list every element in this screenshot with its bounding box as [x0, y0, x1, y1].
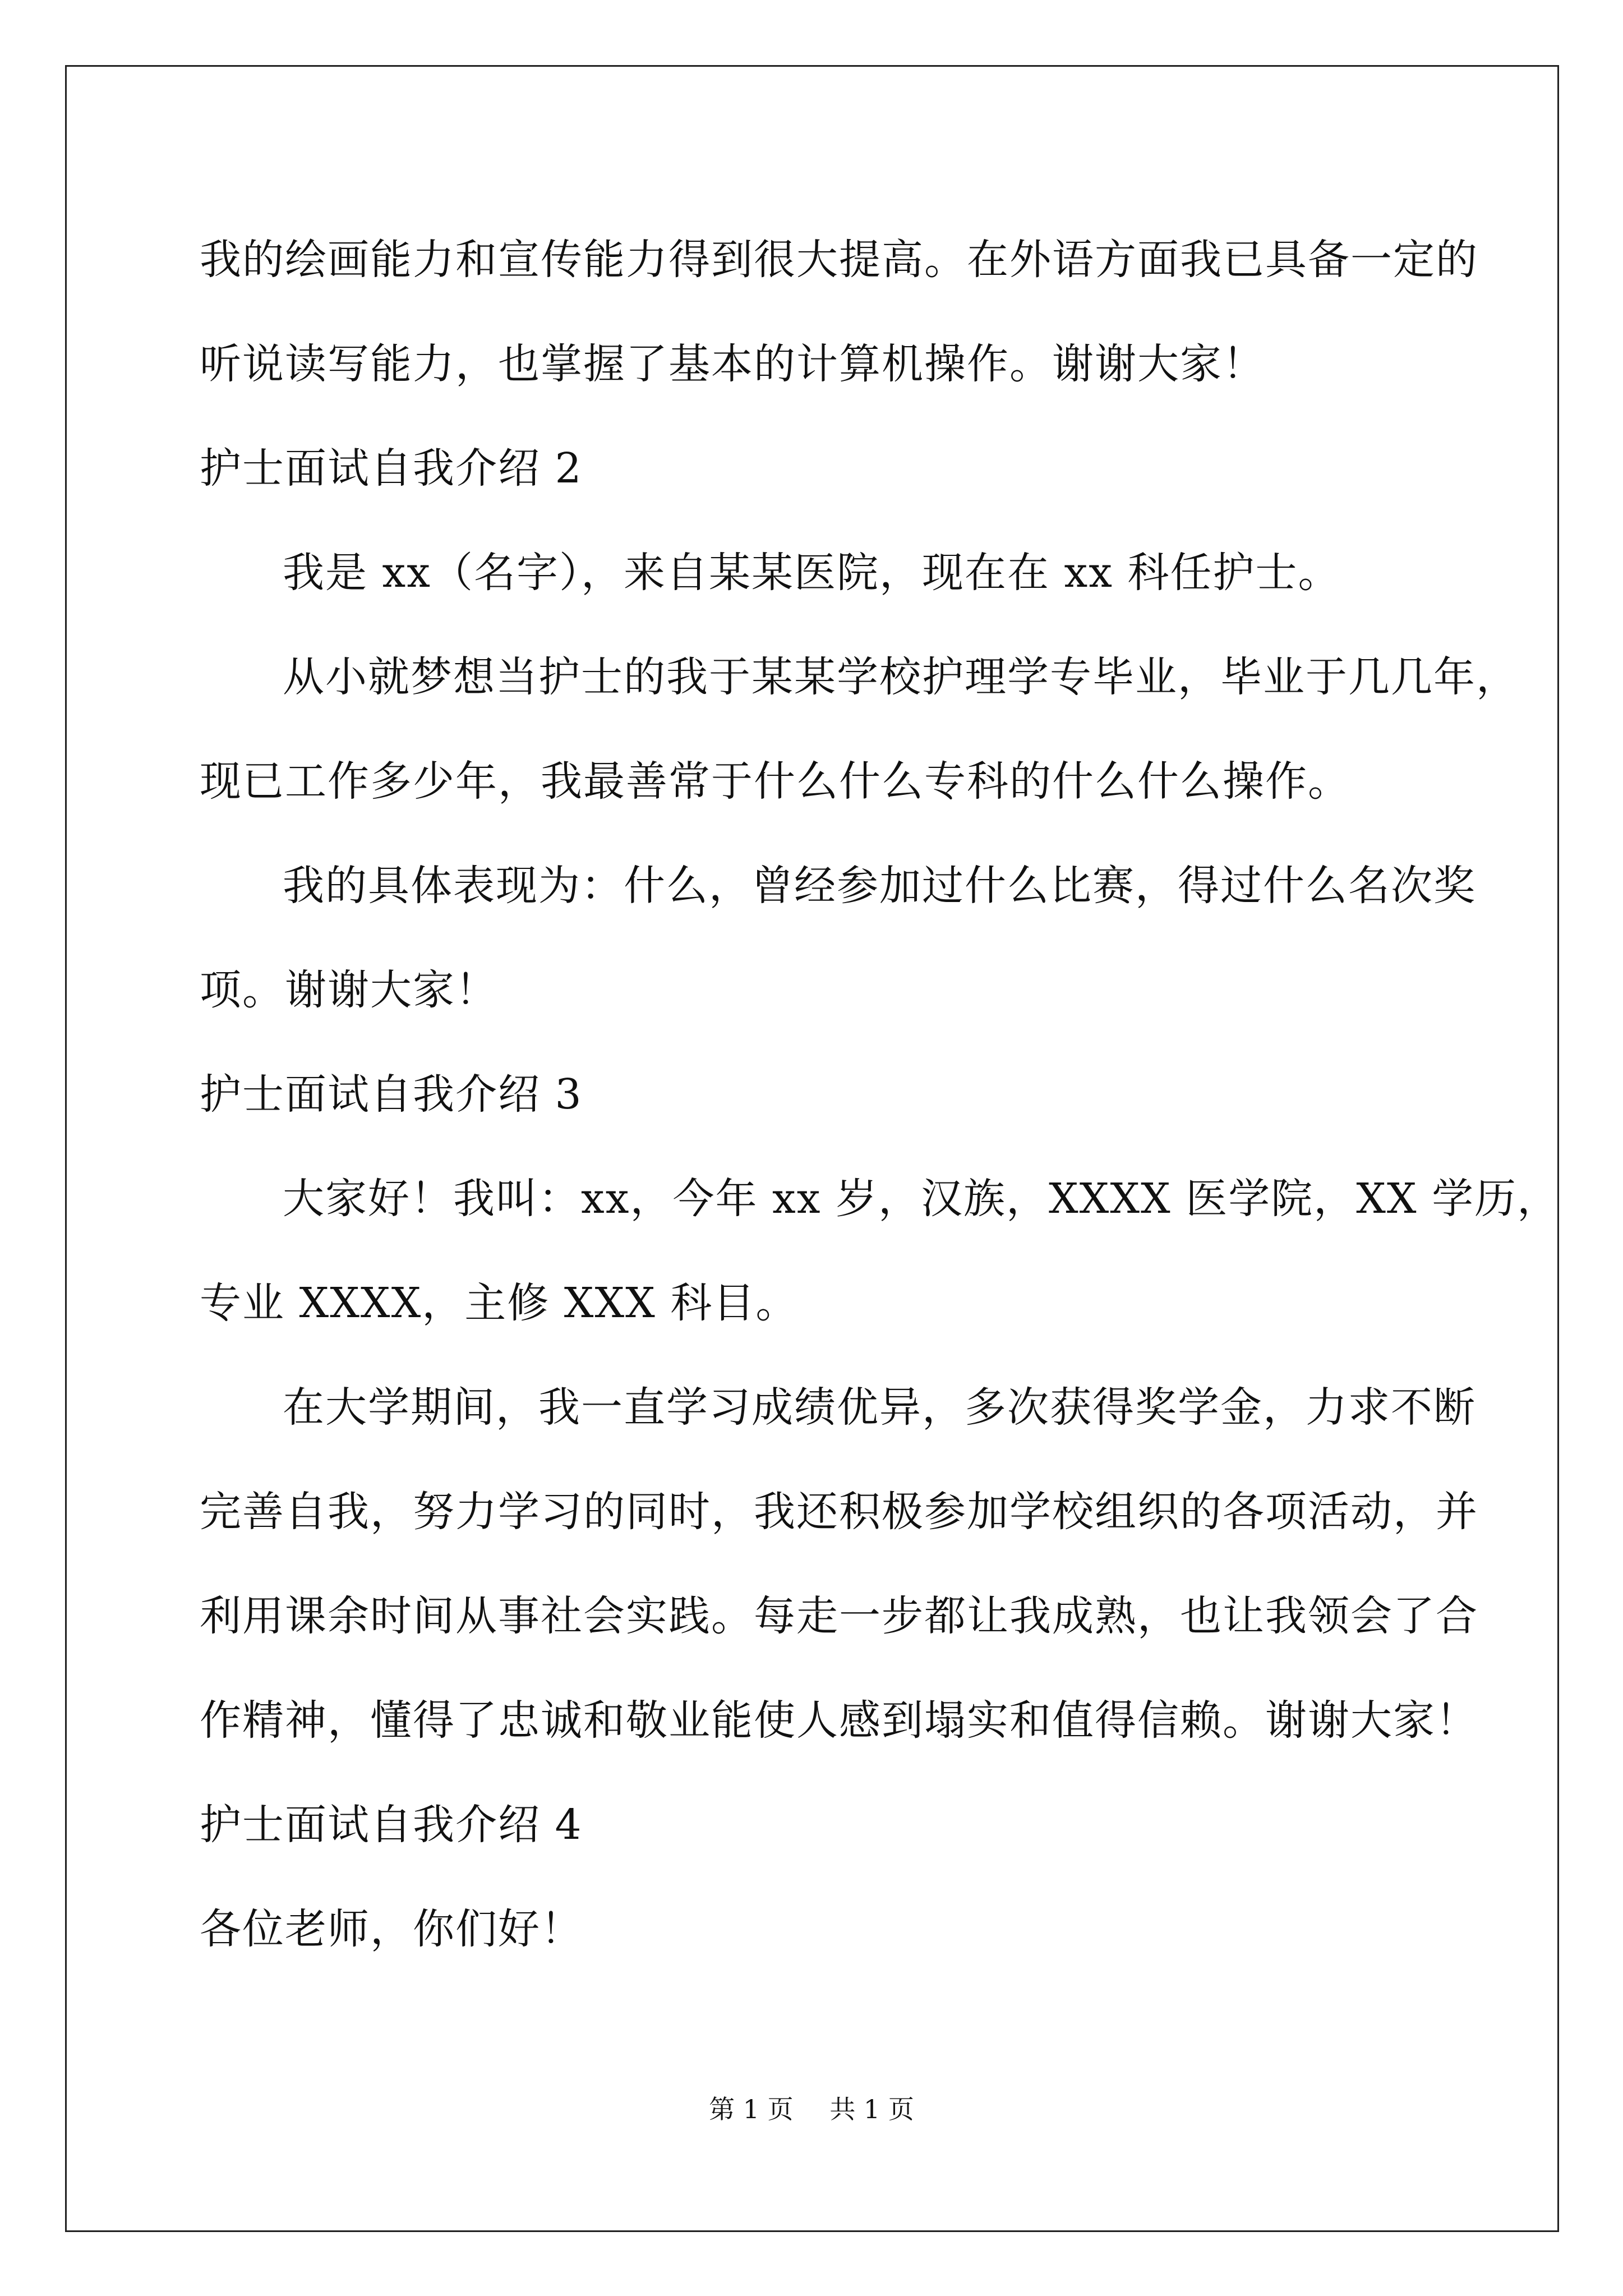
paragraph-line: 现已工作多少年，我最善常于什么什么专科的什么什么操作。 [200, 757, 1350, 806]
paragraph-line: 作精神，懂得了忠诚和敬业能使人感到塌实和值得信赖。谢谢大家！ [200, 1696, 1478, 1745]
section-heading: 护士面试自我介绍 4 [200, 1801, 583, 1849]
paragraph-line: 我的绘画能力和宣传能力得到很大提高。在外语方面我已具备一定的 [200, 236, 1478, 284]
page-total: 共 1 页 [829, 2094, 914, 2124]
paragraph-line: 从小就梦想当护士的我于某某学校护理学专毕业，毕业于几几年， [283, 653, 1519, 701]
document-body [200, 208, 1560, 1981]
section-heading: 护士面试自我介绍 3 [200, 1070, 583, 1119]
paragraph-line: 专业 XXXX，主修 XXX 科目。 [200, 1279, 799, 1327]
paragraph-line: 利用课余时间从事社会实践。每走一步都让我成熟，也让我领会了合 [200, 1592, 1478, 1640]
paragraph-line: 项。谢谢大家！ [200, 966, 498, 1014]
paragraph-line: 我的具体表现为：什么，曾经参加过什么比赛，得过什么名次奖 [283, 862, 1476, 910]
paragraph-line: 大家好！我叫：xx，今年 xx 岁，汉族，XXXX 医学院，XX 学历， [283, 1175, 1560, 1223]
paragraph-line: 听说读写能力，也掌握了基本的计算机操作。谢谢大家！ [200, 340, 1265, 388]
section-heading: 护士面试自我介绍 2 [200, 444, 583, 493]
paragraph-line: 完善自我，努力学习的同时，我还积极参加学校组织的各项活动，并 [200, 1488, 1478, 1536]
paragraph-line: 各位老师，你们好！ [200, 1905, 583, 1953]
paragraph-line: 在大学期间，我一直学习成绩优异，多次获得奖学金，力求不断 [283, 1383, 1476, 1432]
page-footer [0, 2092, 1623, 2126]
paragraph-line: 我是 xx（名字），来自某某医院，现在在 xx 科任护士。 [283, 549, 1341, 597]
page-number: 第 1 页 [709, 2094, 794, 2124]
